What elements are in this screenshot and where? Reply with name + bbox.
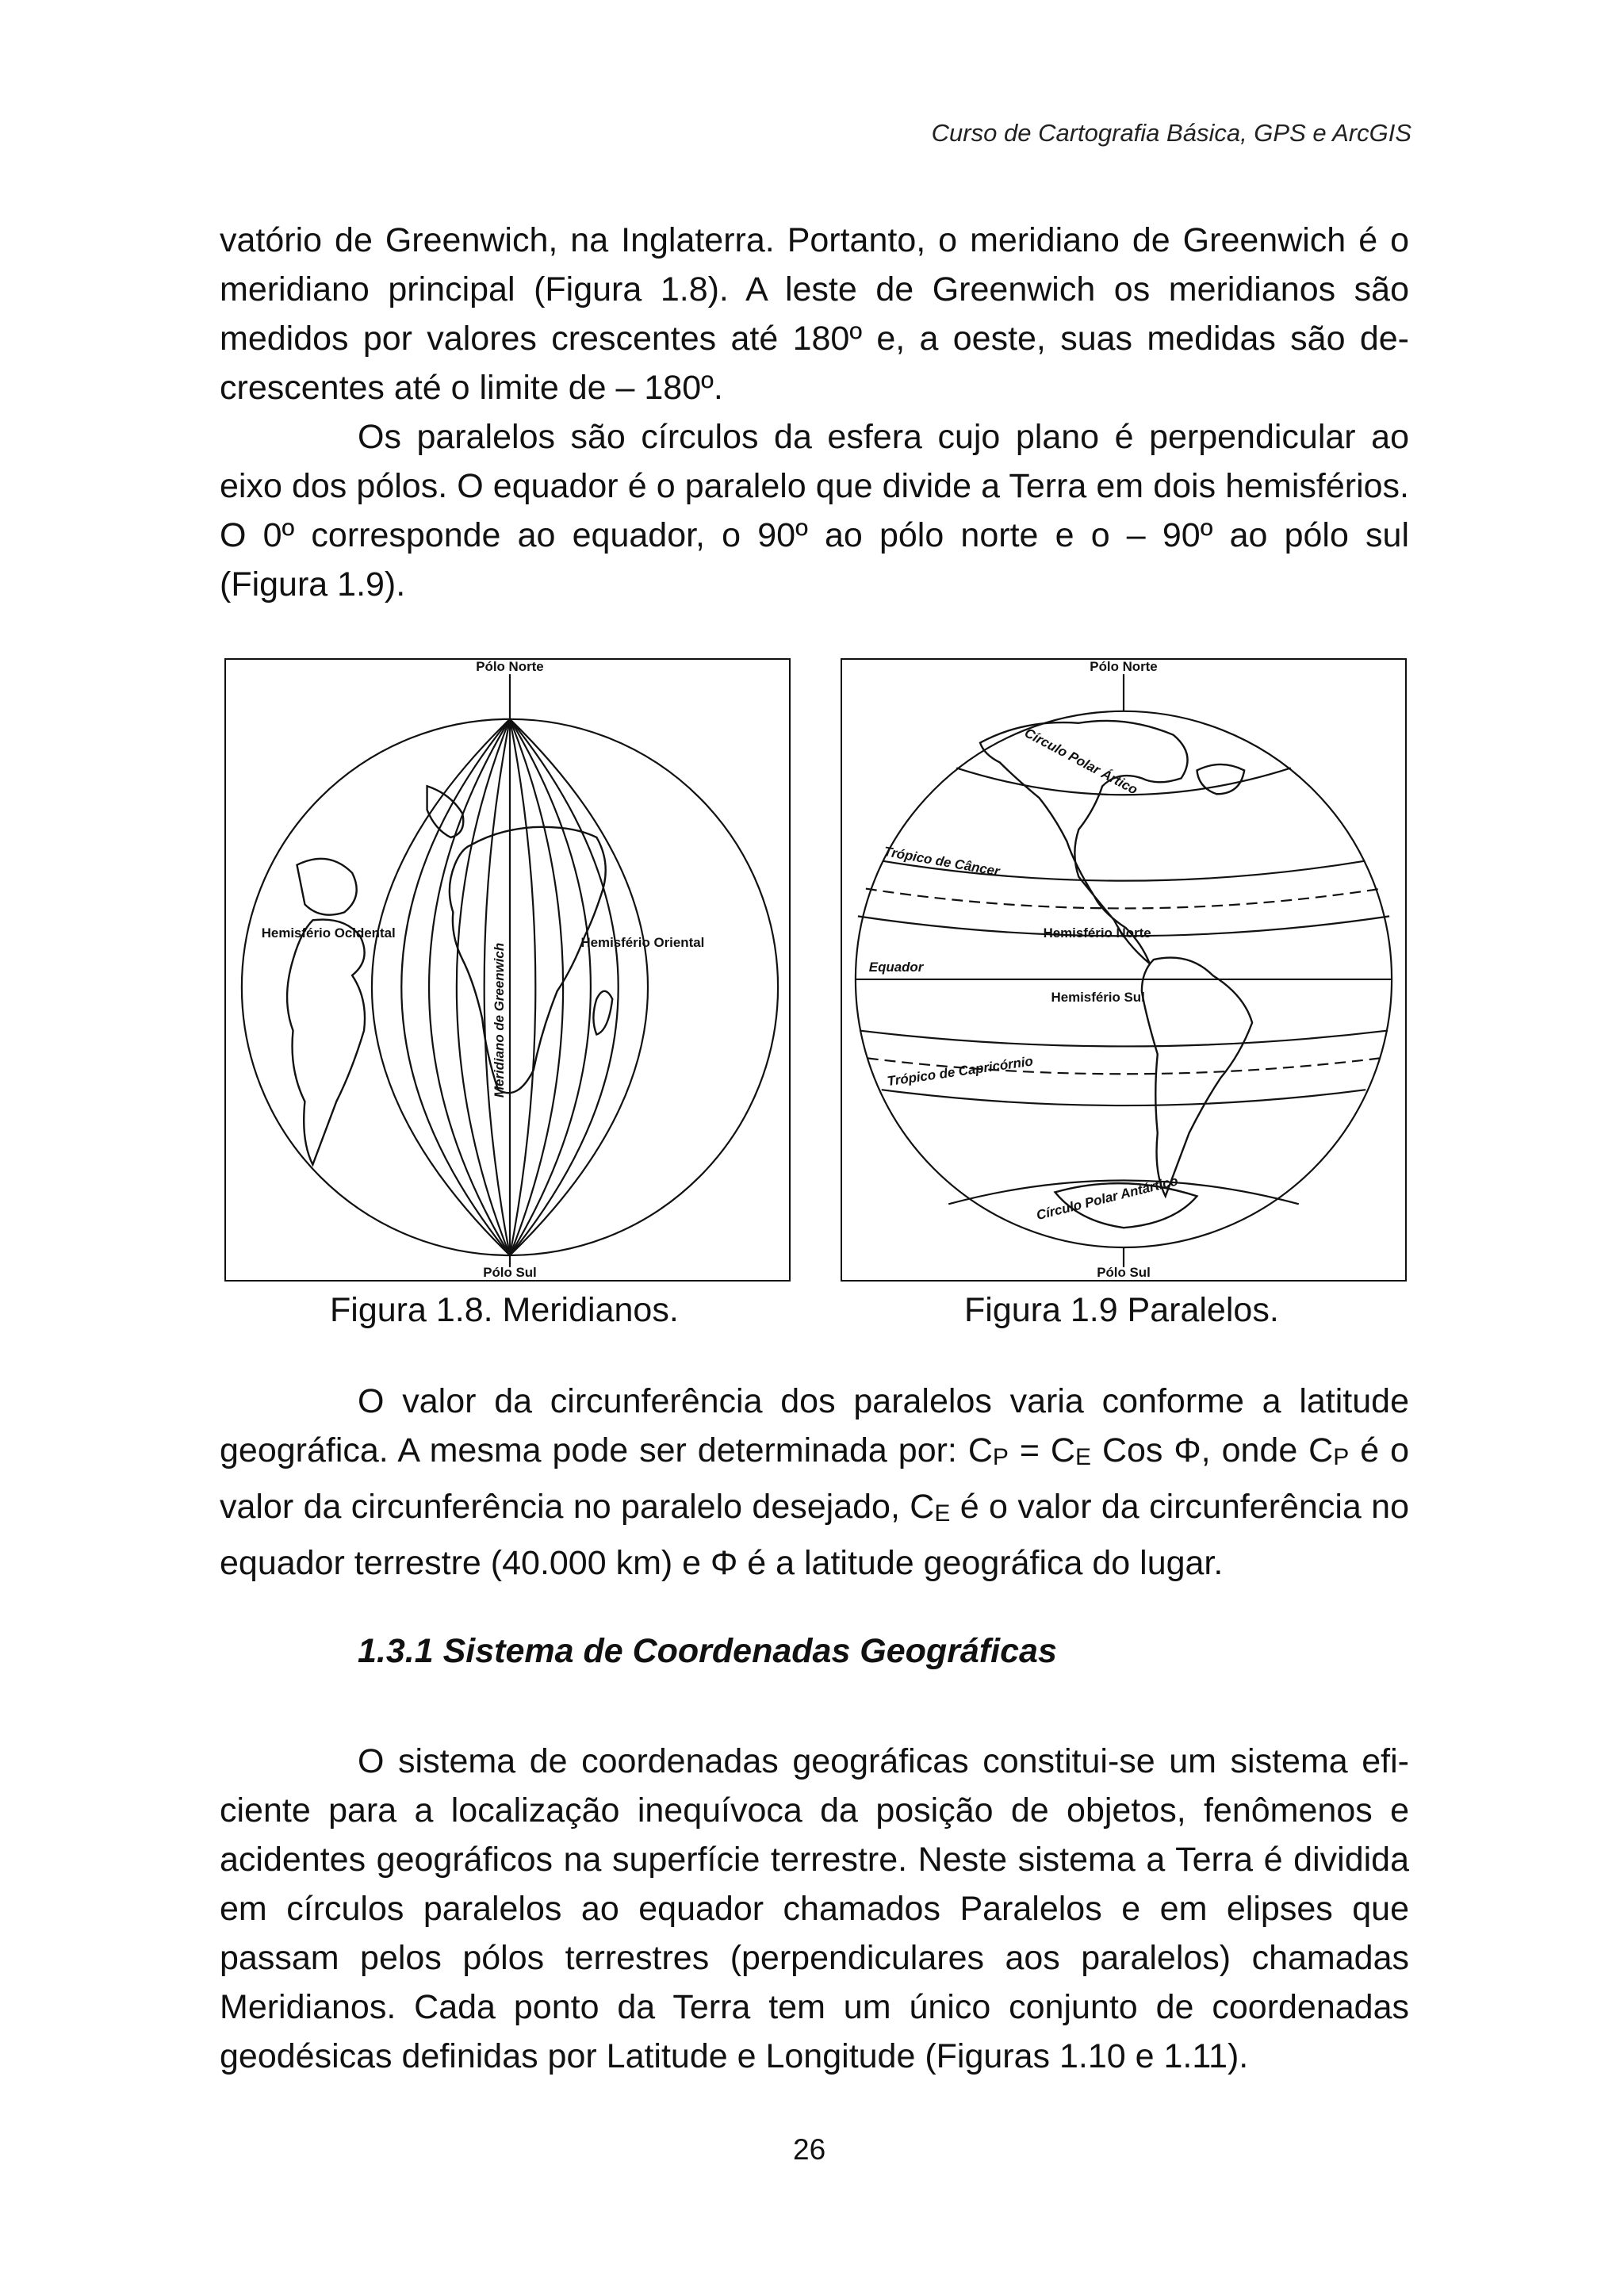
label-tropico-cancer: Trópico de Câncer — [883, 844, 1002, 879]
figure-meridianos — [224, 658, 791, 1282]
figure-paralelos — [841, 658, 1407, 1282]
label-meridiano-greenwich: Meridiano de Greenwich — [492, 942, 508, 1098]
meridians-globe-diagram — [226, 660, 789, 1280]
section-heading: 1.3.1 Sistema de Coordenadas Geográficas — [358, 1632, 1057, 1670]
page-number: 26 — [793, 2133, 826, 2166]
subscript-p: P — [1333, 1444, 1350, 1470]
paragraph-greenwich: vatório de Greenwich, na Inglaterra. Portanto, o meridiano de Greenwich é o meridiano principal (Figura 1.8). A leste de Greenwich os meridianos são medidos por valores crescentes até 180º e, a oeste, suas medidas são decrescentes até o limite de – 180º. — [220, 221, 1409, 407]
text-fragment: Cos Φ, onde C — [1091, 1431, 1334, 1469]
label-polo-norte: Pólo Norte — [476, 660, 544, 675]
subscript-e: E — [1074, 1444, 1091, 1470]
figure-1-8-caption: Figura 1.8. Meridianos. — [330, 1291, 679, 1329]
text-fragment: = C — [1008, 1431, 1075, 1469]
label-hemisferio-oriental: Hemisfério Oriental — [580, 935, 705, 951]
label-polo-sul: Pólo Sul — [483, 1264, 537, 1280]
meridian-line — [510, 719, 648, 1255]
paragraph-paralelos: Os paralelos são círculos da esfera cujo plano é perpendicular ao eixo dos pólos. O equador é o paralelo que divide a Terra em dois hemisférios. O 0º corresponde ao equador, o 90º ao pólo norte e o – 90º ao pólo sul (Figura 1.9). — [220, 418, 1409, 603]
running-header: Curso de Cartografia Básica, GPS e ArcGIS — [931, 119, 1411, 147]
label-polo-sul: Pólo Sul — [1097, 1264, 1151, 1280]
text-fragment: é o valor da circunferência no equador terrestre (40.000 km) e Φ é a latitude geográfica do lugar. — [220, 1488, 1409, 1582]
paragraph-sistema-coordenadas: O sistema de coordenadas geográficas constitui-se um sistema eficiente para a localização inequívoca da posição de objetos, fenômenos e acidentes geográficos na superfície terrestre. Neste sistema a Terra é dividida em círculos paralelos ao equador chamados Paralelos e em elipses que passam pelos pólos terrestres (perpendiculares aos paralelos) chamadas Meridianos. Cada ponto da Terra tem um único conjunto de coordenadas geodésicas definidas por Latitude e Longitude (Figuras 1.10 e 1.11). — [220, 1742, 1409, 2075]
label-hemisferio-sul: Hemisfério Sul — [1051, 989, 1145, 1005]
subscript-e: E — [934, 1500, 951, 1527]
meridian-line — [372, 719, 510, 1255]
meridian-line — [510, 719, 619, 1255]
label-hemisferio-norte: Hemisfério Norte — [1043, 925, 1151, 941]
label-polo-norte: Pólo Norte — [1090, 660, 1158, 675]
subscript-p: P — [992, 1444, 1009, 1470]
parallel-line — [882, 1090, 1366, 1105]
meridian-line — [510, 719, 535, 1255]
label-tropico-capricornio: Trópico de Capricórnio — [886, 1053, 1034, 1090]
text-fragment: é o valor da circunferência no paralelo desejado, C — [220, 1431, 1409, 1526]
text-fragment: O valor da circunferência dos paralelos varia conforme a latitude geográfica. A mesma pode ser determinada por: C — [220, 1382, 1409, 1469]
meridian-line — [510, 719, 591, 1255]
label-equador: Equador — [868, 959, 924, 975]
label-hemisferio-ocidental: Hemisfério Ocidental — [261, 925, 396, 941]
tropic-cancer-line — [866, 889, 1381, 909]
figure-1-9-caption: Figura 1.9 Paralelos. — [964, 1291, 1279, 1329]
parallels-globe-diagram — [842, 660, 1405, 1280]
meridian-line — [510, 719, 563, 1255]
label-circulo-polar-artico: Círculo Polar Ártico — [1021, 725, 1140, 798]
continents-outline — [980, 721, 1252, 1228]
label-circulo-polar-antartico: Círculo Polar Antártico — [1034, 1173, 1180, 1224]
parallel-line — [860, 1031, 1388, 1047]
paragraph-circunferencia — [220, 1377, 1409, 1588]
